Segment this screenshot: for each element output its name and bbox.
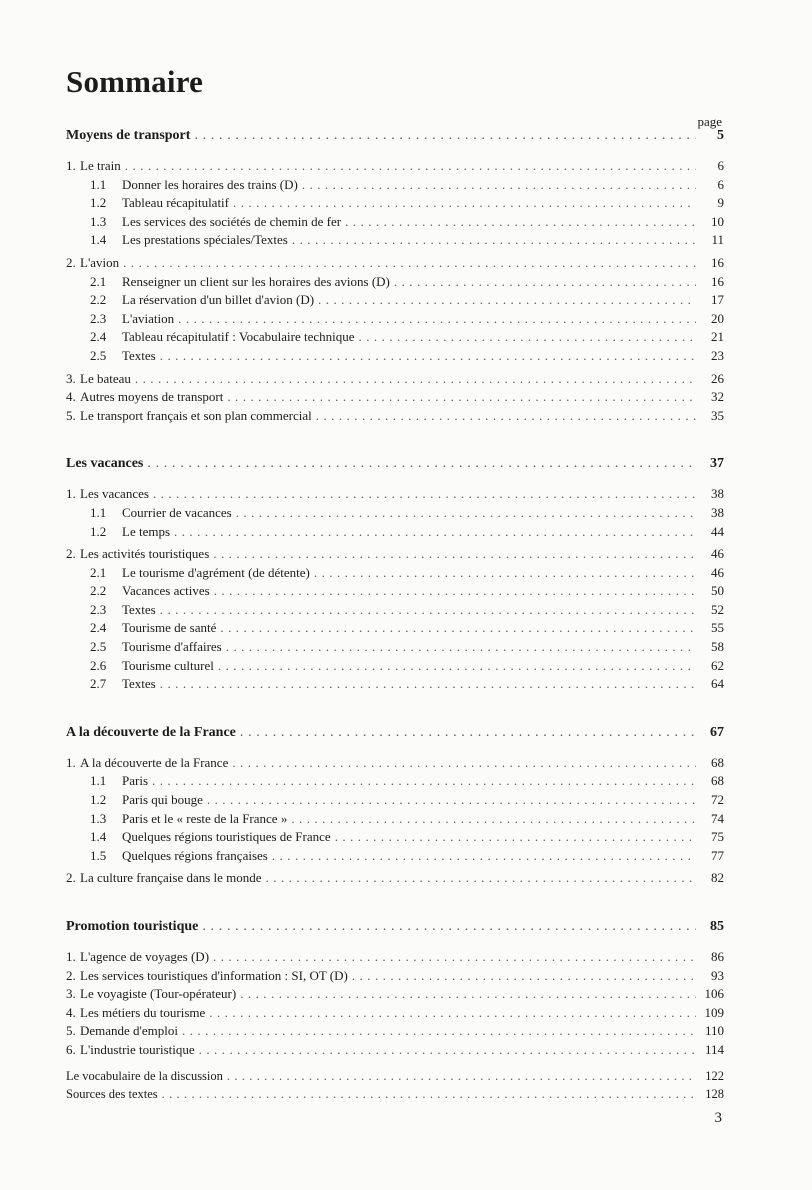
page-column-label: page <box>697 114 722 129</box>
entry-title: Les activités touristiques <box>80 546 210 562</box>
toc-section-row <box>66 505 724 524</box>
entry-title: A la découverte de la France <box>80 754 229 770</box>
spacer <box>66 889 724 919</box>
dot-leader <box>266 870 696 886</box>
toc-part-row <box>66 456 724 478</box>
dot-leader <box>152 773 696 789</box>
entry-number: 1.1 <box>90 773 107 789</box>
toc-entry-row <box>66 1087 724 1106</box>
toc-section-row <box>66 829 724 848</box>
dot-leader <box>227 389 696 405</box>
toc-section-row <box>66 524 724 543</box>
entry-title: L'avion <box>80 254 120 270</box>
entry-page: 85 <box>710 919 724 934</box>
dot-leader <box>318 292 696 308</box>
entry-number: 1. <box>66 949 76 964</box>
entry-page: 114 <box>704 1041 724 1057</box>
dot-leader <box>160 348 696 364</box>
entry-page: 46 <box>711 564 724 580</box>
dot-leader <box>335 829 696 845</box>
dot-leader <box>178 311 696 327</box>
toc-entry-row <box>66 158 724 177</box>
entry-number: 1. <box>66 158 76 173</box>
toc-entry-row <box>66 486 724 505</box>
entry-title: La réservation d'un billet d'avion (D) <box>122 292 315 308</box>
entry-page: 110 <box>704 1023 724 1039</box>
table-of-contents <box>66 128 724 1106</box>
toc-entry-row <box>66 1023 724 1042</box>
entry-page: 86 <box>711 949 724 964</box>
entry-page: 38 <box>711 504 724 520</box>
entry-page: 68 <box>711 754 724 770</box>
entry-number: 1.3 <box>90 213 107 229</box>
toc-entry-row <box>66 408 724 427</box>
entry-number: 1.2 <box>90 523 107 539</box>
entry-number: 2.4 <box>90 620 107 636</box>
entry-number: 4. <box>66 1004 76 1020</box>
entry-page: 6 <box>717 176 724 192</box>
dot-leader <box>233 195 696 211</box>
entry-number: 3. <box>66 370 76 386</box>
dot-leader <box>291 811 696 827</box>
spacer <box>66 426 724 456</box>
entry-page: 82 <box>711 870 724 886</box>
entry-number: 2. <box>66 254 76 270</box>
toc-section-row <box>66 602 724 621</box>
entry-page: 46 <box>711 546 724 562</box>
dot-leader <box>220 620 696 636</box>
entry-page: 20 <box>711 310 724 326</box>
dot-leader <box>394 274 696 290</box>
dot-leader <box>314 565 696 581</box>
entry-title: Tableau récapitulatif <box>122 195 230 211</box>
entry-title: Les vacances <box>66 456 144 472</box>
dot-leader <box>213 949 696 965</box>
dot-leader <box>359 329 696 345</box>
page-number: 3 <box>714 1110 722 1126</box>
toc-entry-row <box>66 968 724 987</box>
entry-title: Le temps <box>122 523 171 539</box>
entry-page: 93 <box>711 967 724 983</box>
entry-page: 72 <box>711 792 724 808</box>
toc-section-row <box>66 676 724 695</box>
dot-leader <box>227 1069 696 1084</box>
entry-title: A la découverte de la France <box>66 724 236 740</box>
entry-title: Vacances actives <box>122 583 210 599</box>
toc-part-row <box>66 128 724 150</box>
dot-leader <box>174 524 696 540</box>
spacer <box>66 941 724 949</box>
entry-page: 11 <box>711 232 724 248</box>
entry-title: Demande d'emploi <box>80 1023 179 1039</box>
entry-page: 17 <box>711 292 724 308</box>
dot-leader <box>213 546 696 562</box>
entry-page: 35 <box>711 407 724 423</box>
entry-page: 9 <box>717 195 724 211</box>
entry-title: Quelques régions touristiques de France <box>122 829 331 845</box>
entry-number: 1.5 <box>90 847 107 863</box>
entry-page: 50 <box>711 583 724 599</box>
entry-number: 2.2 <box>90 583 107 599</box>
entry-number: 1.4 <box>90 232 107 248</box>
dot-leader <box>153 486 696 502</box>
toc-entry-row <box>66 1005 724 1024</box>
dot-leader <box>202 919 696 935</box>
entry-page: 23 <box>711 347 724 363</box>
entry-page: 52 <box>711 601 724 617</box>
dot-leader <box>160 602 696 618</box>
entry-number: 2.1 <box>90 564 107 580</box>
toc-section-row <box>66 792 724 811</box>
entry-title: Paris et le « reste de la France » <box>122 810 288 826</box>
spacer <box>66 150 724 158</box>
dot-leader <box>194 128 696 144</box>
toc-part-row <box>66 919 724 941</box>
toc-entry-row <box>66 255 724 274</box>
dot-leader <box>232 755 696 771</box>
entry-page: 5 <box>717 128 724 143</box>
toc-entry-row <box>66 755 724 774</box>
toc-section-row <box>66 639 724 658</box>
toc-section-row <box>66 348 724 367</box>
entry-page: 38 <box>711 486 724 502</box>
toc-entry-row <box>66 949 724 968</box>
entry-number: 3. <box>66 986 76 1002</box>
entry-title: Le vocabulaire de la discussion <box>66 1068 223 1083</box>
dot-leader <box>209 1005 696 1021</box>
dot-leader <box>199 1042 696 1058</box>
entry-page: 21 <box>711 329 724 345</box>
entry-page: 67 <box>710 724 724 740</box>
entry-title: L'industrie touristique <box>80 1041 195 1057</box>
entry-title: La culture française dans le monde <box>80 870 262 886</box>
entry-page: 64 <box>711 676 724 692</box>
entry-number: 1.2 <box>90 792 107 808</box>
entry-title: Textes <box>122 601 156 617</box>
entry-number: 2. <box>66 870 76 886</box>
entry-number: 2.5 <box>90 347 107 363</box>
entry-title: Le tourisme d'agrément (de détente) <box>122 564 310 580</box>
entry-page: 44 <box>711 523 724 539</box>
toc-section-row <box>66 177 724 196</box>
spacer <box>66 1061 724 1069</box>
entry-page: 68 <box>711 773 724 789</box>
entry-number: 2.2 <box>90 292 107 308</box>
entry-page: 26 <box>711 370 724 386</box>
entry-page: 16 <box>711 254 724 270</box>
entry-page: 77 <box>711 847 724 863</box>
entry-title: Textes <box>122 347 156 363</box>
dot-leader <box>352 968 696 984</box>
entry-number: 1.4 <box>90 829 107 845</box>
dot-leader <box>345 214 696 230</box>
toc-section-row <box>66 274 724 293</box>
toc-section-row <box>66 565 724 584</box>
dot-leader <box>123 255 696 271</box>
dot-leader <box>182 1023 696 1039</box>
entry-title: Tableau récapitulatif : Vocabulaire technique <box>122 329 355 345</box>
toc-section-row <box>66 311 724 330</box>
dot-leader <box>302 177 696 193</box>
entry-title: Les vacances <box>80 486 149 502</box>
entry-title: Paris <box>122 773 148 789</box>
entry-number: 1.1 <box>90 504 107 520</box>
toc-section-row <box>66 329 724 348</box>
entry-title: Tourisme de santé <box>122 620 217 636</box>
dot-leader <box>162 1087 696 1102</box>
entry-page: 128 <box>705 1087 724 1102</box>
entry-page: 122 <box>705 1068 724 1083</box>
entry-number: 1.1 <box>90 176 107 192</box>
entry-page: 37 <box>710 456 724 472</box>
toc-entry-row <box>66 1069 724 1088</box>
dot-leader <box>160 676 696 692</box>
entry-number: 5. <box>66 407 76 423</box>
entry-page: 32 <box>711 389 724 405</box>
entry-page: 55 <box>711 620 724 636</box>
entry-title: Tourisme d'affaires <box>122 639 222 655</box>
dot-leader <box>207 792 696 808</box>
entry-number: 2.1 <box>90 273 107 289</box>
entry-page: 16 <box>711 273 724 289</box>
entry-number: 4. <box>66 389 76 405</box>
entry-title: Le bateau <box>80 370 131 386</box>
toc-entry-row <box>66 1042 724 1061</box>
entry-number: 2.3 <box>90 310 107 326</box>
entry-number: 1.2 <box>90 195 107 211</box>
dot-leader <box>218 658 696 674</box>
entry-page: 74 <box>711 810 724 826</box>
entry-title: Textes <box>122 676 156 692</box>
entry-number: 2. <box>66 967 76 983</box>
entry-title: Moyens de transport <box>66 128 191 143</box>
entry-number: 2. <box>66 546 76 562</box>
toc-section-row <box>66 583 724 602</box>
dot-leader <box>240 986 696 1002</box>
entry-title: Renseigner un client sur les horaires des avions (D) <box>122 273 390 289</box>
entry-number: 1.3 <box>90 810 107 826</box>
dot-leader <box>240 725 696 741</box>
entry-page: 58 <box>711 639 724 655</box>
entry-number: 2.3 <box>90 601 107 617</box>
entry-title: Les services touristiques d'information : SI, OT (D) <box>80 967 348 983</box>
entry-title: Le voyagiste (Tour-opérateur) <box>80 986 237 1002</box>
entry-page: 6 <box>717 158 724 173</box>
toc-section-row <box>66 773 724 792</box>
toc-section-row <box>66 232 724 251</box>
page-title: Sommaire <box>66 64 204 99</box>
entry-title: Quelques régions françaises <box>122 847 268 863</box>
entry-title: Le transport français et son plan commercial <box>80 407 312 423</box>
entry-title: Sources des textes <box>66 1087 158 1102</box>
entry-title: Les prestations spéciales/Textes <box>122 232 288 248</box>
entry-page: 10 <box>711 213 724 229</box>
dot-leader <box>125 158 696 174</box>
entry-title: L'aviation <box>122 310 175 326</box>
toc-section-row <box>66 658 724 677</box>
toc-entry-row <box>66 389 724 408</box>
entry-title: Tourisme culturel <box>122 657 214 673</box>
toc-part-row <box>66 725 724 747</box>
dot-leader <box>316 408 696 424</box>
entry-title: Les services des sociétés de chemin de fer <box>122 213 342 229</box>
dot-leader <box>147 456 696 472</box>
entry-title: Autres moyens de transport <box>80 389 224 405</box>
entry-number: 2.4 <box>90 329 107 345</box>
entry-title: Le train <box>80 158 121 173</box>
dot-leader <box>214 583 696 599</box>
toc-entry-row <box>66 870 724 889</box>
entry-page: 109 <box>704 1004 724 1020</box>
entry-page: 106 <box>704 986 724 1002</box>
toc-section-row <box>66 214 724 233</box>
toc-entry-row <box>66 371 724 390</box>
entry-number: 1. <box>66 754 76 770</box>
entry-page: 62 <box>711 657 724 673</box>
entry-number: 2.6 <box>90 657 107 673</box>
dot-leader <box>135 371 696 387</box>
dot-leader <box>272 848 696 864</box>
toc-entry-row <box>66 546 724 565</box>
spacer <box>66 695 724 725</box>
entry-page: 75 <box>711 829 724 845</box>
toc-section-row <box>66 848 724 867</box>
spacer <box>66 747 724 755</box>
toc-section-row <box>66 292 724 311</box>
spacer <box>66 478 724 486</box>
toc-section-row <box>66 811 724 830</box>
toc-entry-row <box>66 986 724 1005</box>
dot-leader <box>226 639 696 655</box>
entry-title: Courrier de vacances <box>122 504 232 520</box>
entry-number: 2.5 <box>90 639 107 655</box>
entry-number: 5. <box>66 1023 76 1039</box>
entry-title: Promotion touristique <box>66 919 199 934</box>
entry-number: 6. <box>66 1041 76 1057</box>
entry-number: 2.7 <box>90 676 107 692</box>
toc-section-row <box>66 620 724 639</box>
entry-title: L'agence de voyages (D) <box>80 949 210 964</box>
entry-title: Paris qui bouge <box>122 792 203 808</box>
entry-title: Les métiers du tourisme <box>80 1004 206 1020</box>
entry-title: Donner les horaires des trains (D) <box>122 176 298 192</box>
dot-leader <box>236 505 696 521</box>
toc-section-row <box>66 195 724 214</box>
entry-number: 1. <box>66 486 76 502</box>
dot-leader <box>292 232 696 248</box>
